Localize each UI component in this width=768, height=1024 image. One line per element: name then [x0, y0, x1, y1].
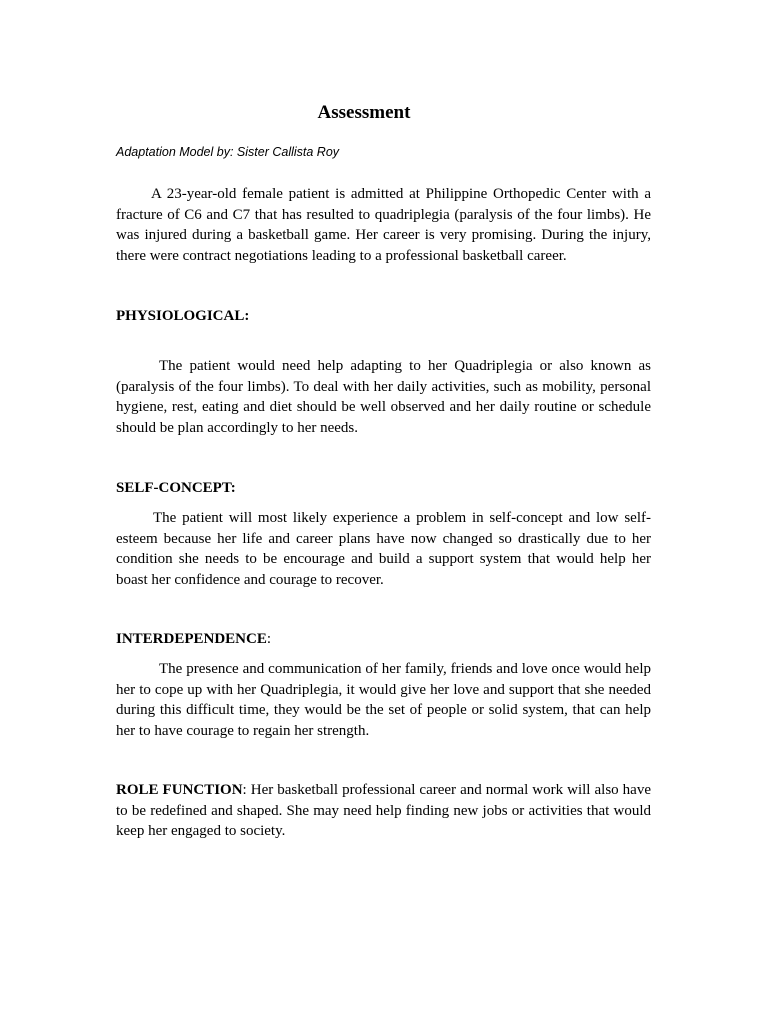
- interdependence-paragraph: The presence and communication of her family, friends and love once would help her to cope up with her Quadriplegia, it would give her love and support that she needed during this difficult time, they would be the set of people or solid system, that can help her to have courage to regain her strength.: [116, 661, 651, 739]
- intro-block: [116, 184, 651, 266]
- document-title: Assessment: [317, 102, 411, 123]
- physiological-block: [116, 356, 651, 438]
- role-function-block: [116, 780, 651, 842]
- interdependence-heading-block: [116, 629, 651, 649]
- intro-paragraph: A 23-year-old female patient is admitted at Philippine Orthopedic Center with a fracture of C6 and C7 that has resulted to quadriplegia (paralysis of the four limbs). He was injured during a basketball game. Her career is very promising. During the injury, there were contract negotiations leading to a professional basketball career.: [116, 186, 651, 264]
- physiological-heading-block: [116, 306, 651, 326]
- role-function-paragraph: [116, 780, 651, 842]
- self-concept-block: [116, 508, 651, 590]
- interdependence-block: [116, 659, 651, 741]
- self-concept-heading-block: [116, 478, 651, 498]
- role-function-heading: ROLE FUNCTION: [116, 782, 243, 798]
- role-function-body: : Her basketball professional career and normal work will also have to be redefined and shaped. She may need help finding new jobs or activities that would keep her engaged to society.: [116, 782, 651, 840]
- interdependence-heading-colon: :: [266, 631, 272, 647]
- self-concept-heading: SELF-CONCEPT:: [116, 480, 236, 496]
- physiological-paragraph: The patient would need help adapting to her Quadriplegia or also known as (paralysis of the four limbs). To deal with her daily activities, such as mobility, personal hygiene, rest, eating and diet should be well observed and her daily routine or schedule should be plan accordingly to her needs.: [116, 358, 651, 436]
- interdependence-heading: INTERDEPENDENCE: [116, 631, 267, 647]
- document-subtitle: Adaptation Model by: Sister Callista Roy: [116, 145, 340, 159]
- physiological-heading: PHYSIOLOGICAL:: [116, 308, 250, 324]
- self-concept-paragraph: The patient will most likely experience a problem in self-concept and low self-esteem because her life and career plans have now changed so drastically due to her condition she needs to be encourage and build a support system that would help her boast her confidence and courage to recover.: [116, 510, 651, 588]
